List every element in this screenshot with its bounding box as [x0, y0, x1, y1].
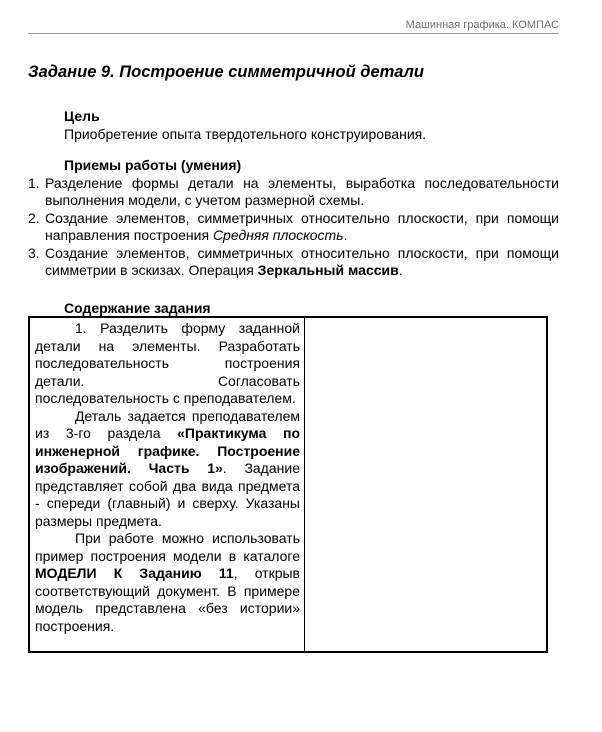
table-divider — [304, 318, 305, 651]
task-paragraph-3 — [35, 530, 300, 635]
list-item-text: Разделение формы детали на элементы, выработка последовательности выполнения модели, с учетом размерной схемы. — [45, 175, 559, 208]
list-item-text: Создание элементов, симметричных относительно плоскости, при помощи симметрии в эскизах. Операция — [45, 245, 559, 278]
content-heading: Содержание задания — [64, 300, 211, 316]
list-item-number: 3. — [28, 245, 40, 261]
list-item — [28, 210, 559, 244]
task-paragraph-1: 1. Разделить форму заданной детали на элементы. Разработать последовательность построения детали. Согласовать последовательность с преподавателем. — [35, 320, 300, 406]
methods-list — [28, 175, 559, 280]
list-item-number: 1. — [28, 175, 40, 191]
task-p3-start: При работе можно использовать пример построения модели в каталоге — [35, 530, 300, 564]
list-item — [28, 245, 559, 279]
task-table — [28, 316, 548, 653]
task-p2-end: . Задание представляет собой два вида предмета - спереди (главный) и сверху. Указаны размеры предмета. — [35, 460, 300, 529]
task-p2-bold: «Практикума по инженерной графике. Построение изображений. Часть 1» — [35, 425, 300, 476]
list-item-bold: Зеркальный массив — [257, 262, 399, 278]
task-p3-bold: МОДЕЛИ К Заданию 11 — [35, 565, 234, 581]
page-header — [28, 19, 559, 34]
list-item-text: Создание элементов, симметричных относительно плоскости, при помощи направления построения — [45, 210, 559, 243]
list-item-italic: Средняя плоскость — [212, 227, 344, 243]
header-text: Машинная графика. КОМПАС — [405, 19, 559, 31]
task-cell — [35, 320, 300, 635]
goal-heading: Цель — [64, 108, 100, 124]
list-item — [28, 175, 559, 209]
task-p2-start: Деталь задается преподавателем из 3-го раздела — [35, 407, 300, 441]
list-item-text-end: . — [398, 262, 403, 278]
task-p3-end: , открыв соответствующий документ. В примере модель представлена «без истории» построения. — [35, 565, 300, 634]
methods-heading: Приемы работы (умения) — [64, 157, 242, 173]
list-item-text-end: . — [343, 227, 348, 243]
page-title: Задание 9. Построение симметричной детали — [28, 63, 425, 81]
task-paragraph-2 — [35, 408, 300, 531]
goal-text: Приобретение опыта твердотельного конструирования. — [64, 126, 427, 142]
list-item-number: 2. — [28, 210, 40, 226]
